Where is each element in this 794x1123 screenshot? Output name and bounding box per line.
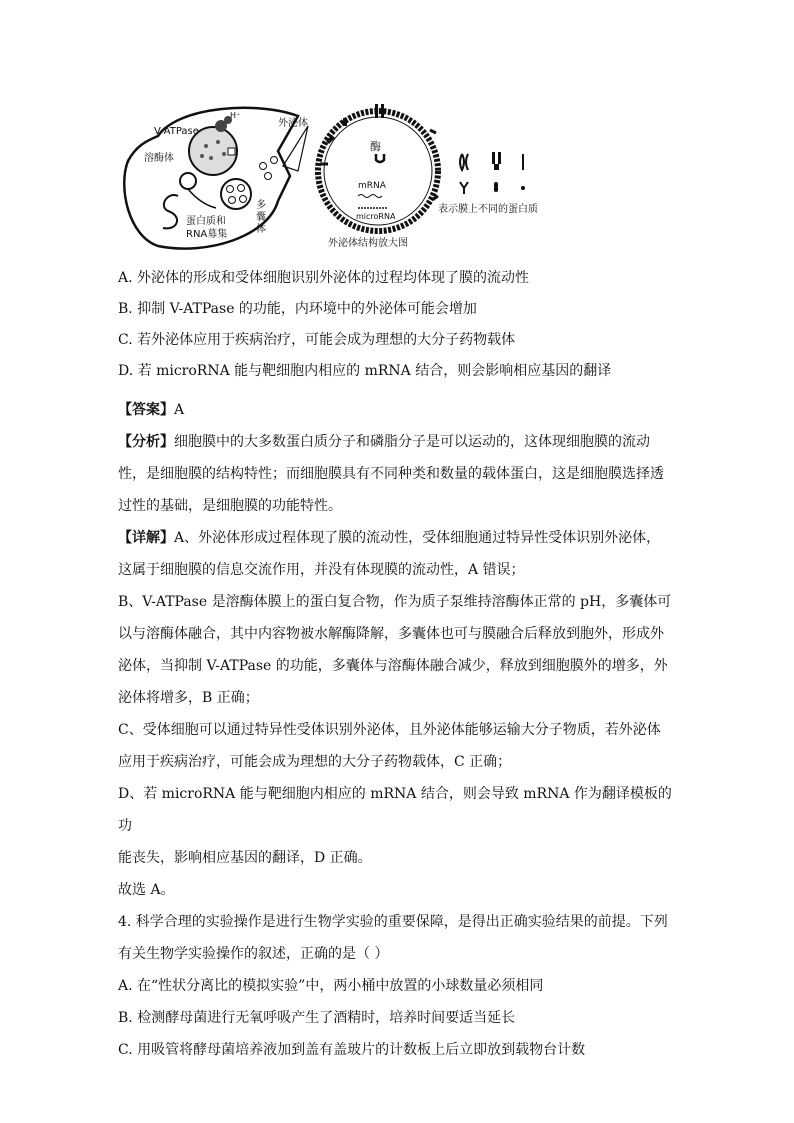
- answer-tag: 【答案】: [118, 402, 174, 418]
- detail-b-line-3: 泌体，当抑制 V-ATPase 的功能，多囊体与溶酶体融合减少，释放到细胞膜外的增多，外: [118, 658, 668, 674]
- analysis-line-2: 性，是细胞膜的结构特性；而细胞膜具有不同种类和数量的载体蛋白，这是细胞膜选择透: [118, 466, 664, 482]
- analysis-line-1: 【分析】细胞膜中的大多数蛋白质分子和磷脂分子是可以运动的，这体现细胞膜的流动: [118, 434, 650, 450]
- detail-b-line-1: B、V-ATPase 是溶酶体膜上的蛋白复合物，作为质子泵维持溶酶体正常的 pH，多囊体可: [118, 594, 672, 610]
- label-recruit-1: 蛋白质和: [186, 216, 226, 227]
- exosome-figure: [118, 96, 598, 256]
- caption-proteins: 表示膜上不同的蛋白质: [438, 204, 538, 215]
- analysis-tag: 【分析】: [118, 434, 174, 450]
- label-exosome: 外泌体: [278, 118, 308, 129]
- label-lysosome: 溶酶体: [144, 153, 174, 164]
- q4-stem-line-1: 4. 科学合理的实验操作是进行生物学实验的重要保障，是得出正确实验结果的前提。下列: [118, 914, 668, 930]
- caption-zoom: 外泌体结构放大图: [328, 238, 408, 249]
- option-b: B. 抑制 V-ATPase 的功能，内环境中的外泌体可能会增加: [118, 301, 477, 317]
- exosome-diagram: [118, 96, 598, 256]
- analysis-line-3: 过性的基础，是细胞膜的功能特性。: [118, 498, 342, 514]
- conclusion-line: 故选 A。: [118, 882, 175, 898]
- detail-d-line-1: D、若 microRNA 能与靶细胞内相应的 mRNA 结合，则会导致 mRNA 作为翻译模板的功: [118, 786, 672, 834]
- label-mrna: mRNA: [358, 181, 386, 191]
- detail-a-line-2: 这属于细胞膜的信息交流作用，并没有体现膜的流动性，A 错误；: [118, 562, 525, 578]
- label-mvb-2: 囊: [256, 212, 266, 223]
- label-mvb-3: 体: [256, 224, 266, 235]
- mvb-shape: [221, 179, 251, 209]
- detail-b-line-2: 以与溶酶体融合，其中内容物被水解酶降解，多囊体也可与膜融合后释放到胞外，形成外: [118, 626, 664, 642]
- label-enzyme: 酶: [370, 140, 381, 153]
- label-recruit-2: RNA募集: [186, 229, 228, 240]
- option-c: C. 若外泌体应用于疾病治疗，可能会成为理想的大分子药物载体: [118, 332, 516, 348]
- answer-explanation: [118, 394, 678, 1066]
- answer-value: A: [174, 402, 185, 418]
- answer-line: [118, 394, 678, 426]
- q4-option-a: A. 在“性状分离比的模拟实验”中，两小桶中放置的小球数量必须相同: [118, 978, 544, 994]
- detail-d-line-2: 能丧失，影响相应基因的翻译，D 正确。: [118, 850, 372, 866]
- protein-legend-icons: [460, 152, 525, 194]
- option-d: D. 若 microRNA 能与靶细胞内相应的 mRNA 结合，则会影响相应基因的翻译: [118, 363, 612, 379]
- detail-c-line-1: C、受体细胞可以通过特异性受体识别外泌体，且外泌体能够运输大分子物质，若外泌体: [118, 722, 661, 738]
- q4-option-c: C. 用吸管将酵母菌培养液加到盖有盖玻片的计数板上后立即放到载物台计数: [118, 1042, 586, 1058]
- detail-c-line-2: 应用于疾病治疗，可能会成为理想的大分子药物载体，C 正确；: [118, 754, 512, 770]
- q4-option-b: B. 检测酵母菌进行无氧呼吸产生了酒精时，培养时间要适当延长: [118, 1010, 516, 1026]
- prev-question-options: [118, 268, 678, 381]
- detail-b-line-4: 泌体将增多，B 正确；: [118, 690, 259, 706]
- detail-a-line-1: 【详解】A、外泌体形成过程体现了膜的流动性，受体细胞通过特异性受体识别外泌体，: [118, 530, 661, 546]
- detail-tag: 【详解】: [118, 530, 174, 546]
- option-a: A. 外泌体的形成和受体细胞识别外泌体的过程均体现了膜的流动性: [118, 270, 530, 286]
- label-microrna: microRNA: [356, 212, 396, 221]
- label-mvb-1: 多: [256, 200, 266, 211]
- label-h-ion: H⁺: [230, 111, 241, 120]
- label-vatpase: V-ATPase: [154, 126, 199, 137]
- q4-stem-line-2: 有关生物学实验操作的叙述，正确的是（ ）: [118, 946, 389, 962]
